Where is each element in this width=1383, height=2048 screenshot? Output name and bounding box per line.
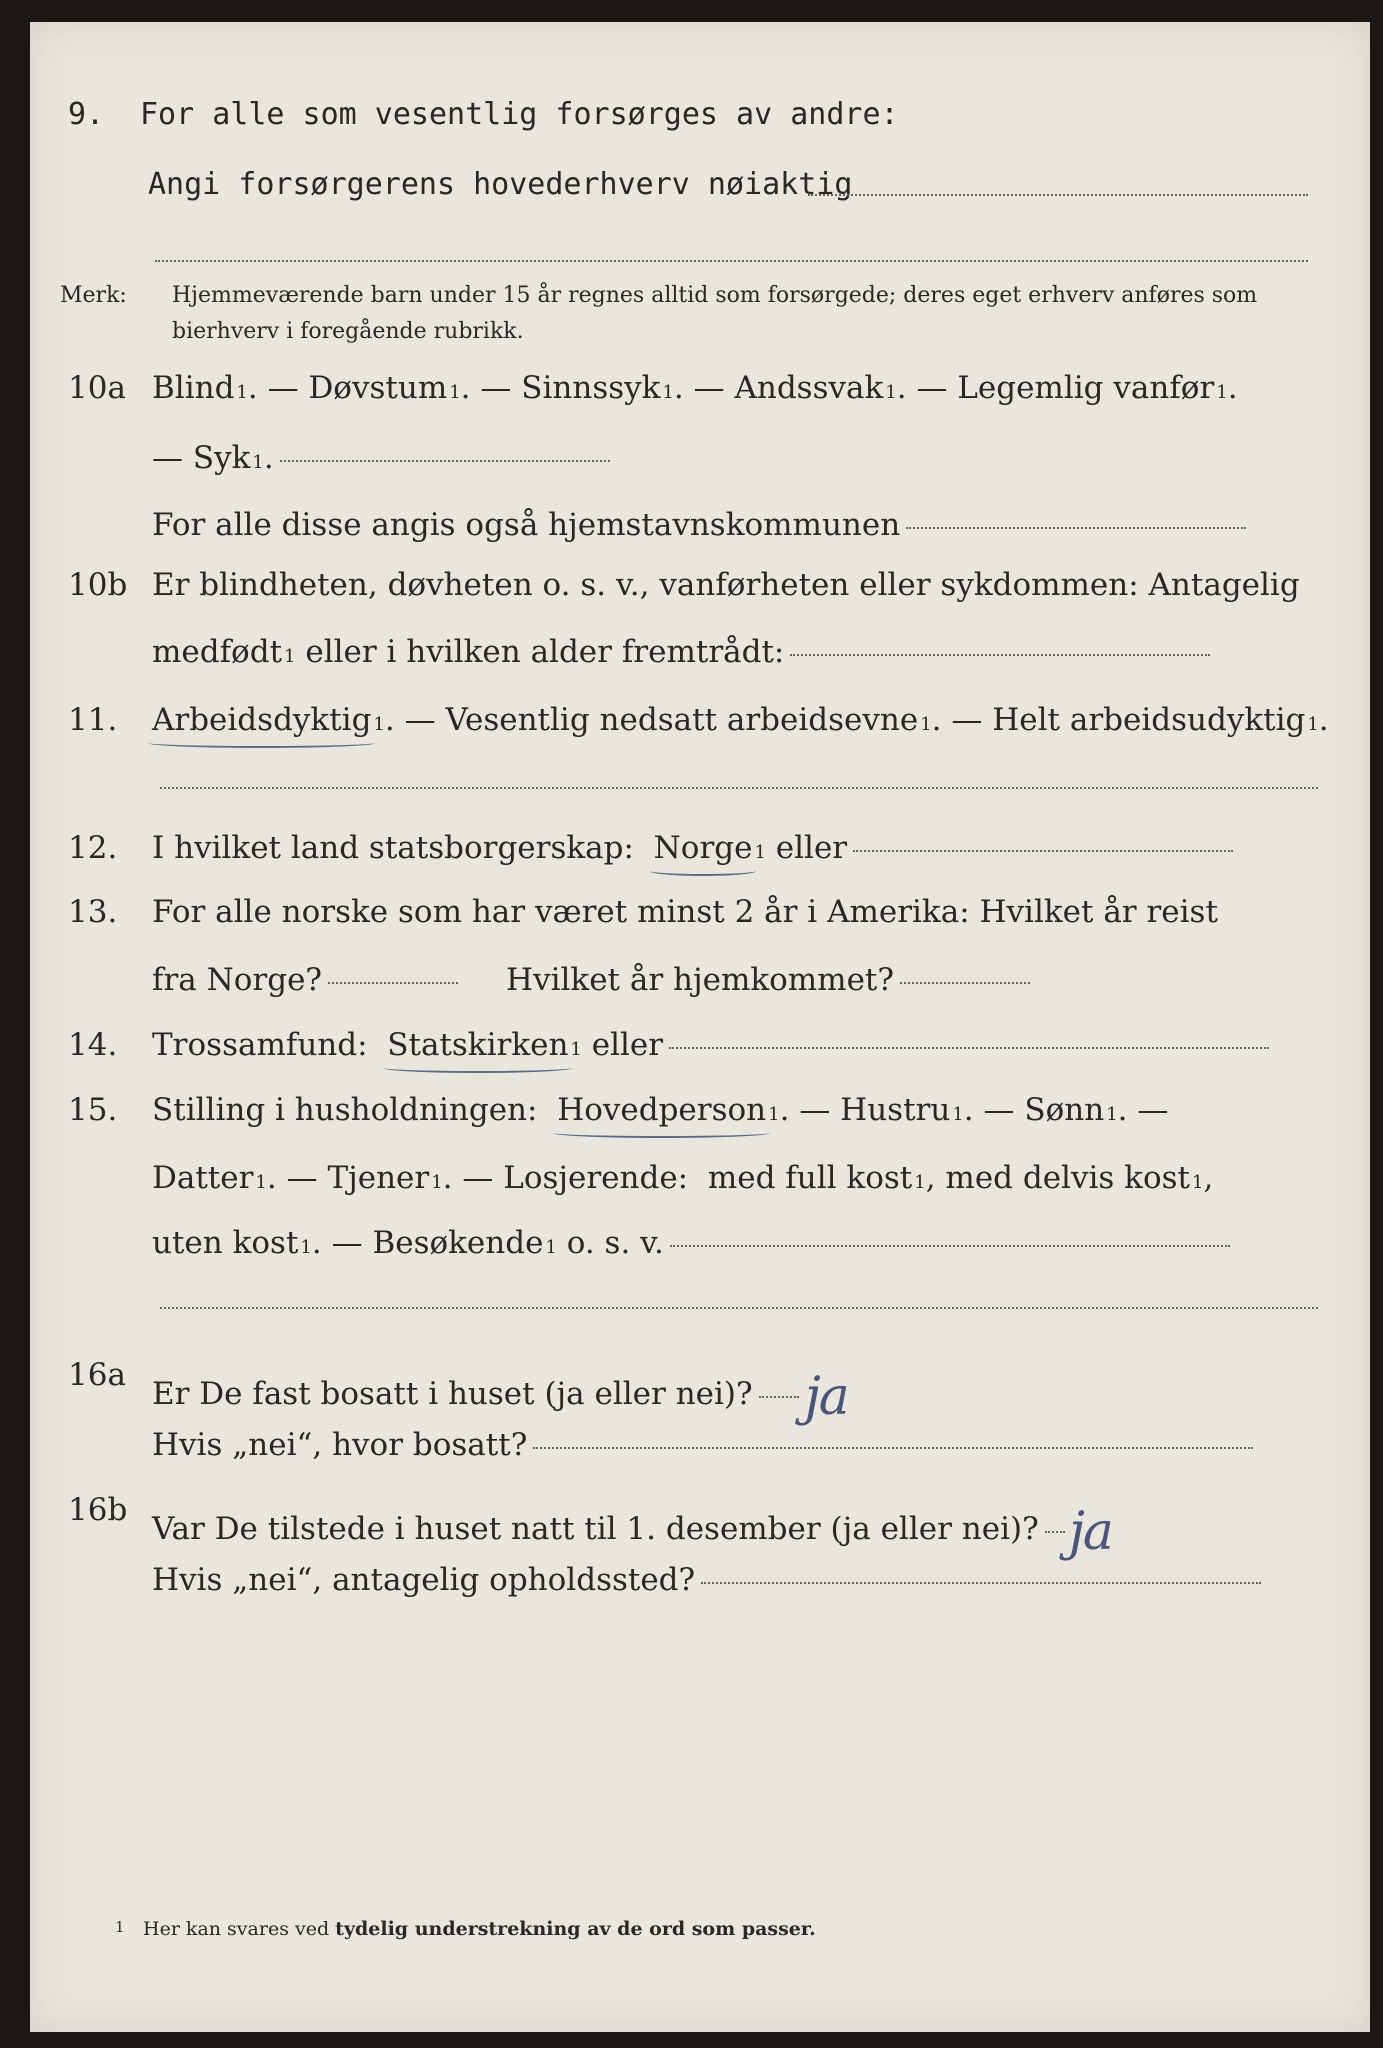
- q9-answer-line[interactable]: [808, 194, 1308, 196]
- footnote: [115, 1918, 816, 1940]
- q10b-answer-line[interactable]: [790, 654, 1210, 656]
- q11-arbeidsdyktig-underlined[interactable]: Arbeidsdyktig: [152, 702, 372, 738]
- q16b-answer-line[interactable]: [1045, 1531, 1065, 1533]
- q10a-andssvak: Andssvak: [734, 370, 884, 406]
- q10b-alder: eller i hvilken alder fremtrådt:: [305, 634, 785, 670]
- q14-number: 14.: [68, 1027, 118, 1063]
- q12-eller: eller: [775, 830, 848, 866]
- q10b-medfodt: medfødt: [152, 634, 283, 670]
- q15-answer-line[interactable]: [670, 1245, 1230, 1247]
- q9-title: For alle som vesentlig forsørges av andre:: [140, 97, 899, 132]
- q10a-hjemstavn-answer-line[interactable]: [906, 527, 1246, 529]
- q15-sonn[interactable]: Sønn: [1024, 1092, 1105, 1128]
- q12-answer-line[interactable]: [853, 850, 1233, 852]
- q16a-number: 16a: [68, 1357, 126, 1393]
- q14-statskirken-underlined[interactable]: Statskirken: [387, 1027, 569, 1063]
- q15-uten-kost[interactable]: uten kost: [152, 1225, 299, 1261]
- q16b-question: Var De tilstede i huset natt til 1. desember (ja eller nei)?: [152, 1511, 1039, 1547]
- q15-losjerende: Losjerende:: [503, 1160, 689, 1196]
- q16a-question: Er De fast bosatt i huset (ja eller nei)?: [152, 1376, 753, 1412]
- q12-number: 12.: [68, 830, 118, 866]
- q9-answer-line-2[interactable]: [155, 260, 1308, 262]
- q16a-hvor-bosatt: Hvis „nei“, hvor bosatt?: [152, 1427, 528, 1463]
- q15-hustru[interactable]: Hustru: [840, 1092, 951, 1128]
- q14-answer-line[interactable]: [669, 1047, 1269, 1049]
- q11-udyktig[interactable]: Helt arbeidsudyktig: [992, 702, 1306, 738]
- census-form-page: 9. For alle som vesentlig forsørges av andre: Angi forsørgerens hovederhverv nøiaktig Merk: Hjemmeværende barn under 15 år regnes alltid som forsørgede; deres eget erhverv anføres som bierhverv i foregående rubrikk. 10a Blind 1 . — Døvstum 1 . — Sinnssyk 1 . — Andssvak 1 . — Legemlig vanfør 1 . — Syk 1 . For alle disse angis også hjemstavnskommunen 10b Er blindheten, døvheten o. s. v., vanførheten eller sykdommen: Antagelig medfødt 1 eller i hvilken alder fremtrådt: 11. Arbeidsdyktig 1 . — Vesentlig nedsatt arbeidsevne 1 . — Helt arbeidsudyktig 1 . 12. I hvilket land statsborgerskap: Norge 1 eller 13. For alle norske som har været minst 2 år i Amerika: Hvilket år reist fra Norge? Hvilket år hjemkommet? 14. Trossamfund: Statskirken 1 eller 15. Stilling i husholdningen: Hovedperson 1 . — Hustru 1 . — Sønn 1 . — Datter 1 . — Tjener 1 . — Losjerende: med full kost 1 , med delvis kost 1 , uten kost 1 . — Besøkende 1 o. s. v. 16a Er De fast bosatt i huset (ja eller nei)? ja Hvis „nei“, hvor bosatt? 16b Var De tilstede i huset natt til 1. desember (ja eller nei)? ja Hvis „nei“, antagelig opholdssted? 1 Her kan svares ved tydelig understrekning av de ord som passer.: [30, 22, 1370, 2032]
- q10a-sinnssyk: Sinnssyk: [521, 370, 661, 406]
- q13-reist-answer-line[interactable]: [328, 982, 458, 984]
- q9-number: 9.: [68, 97, 105, 132]
- q11-number: 11.: [68, 702, 118, 738]
- q10b-number: 10b: [68, 567, 128, 603]
- q16b-opholdssted: Hvis „nei“, antagelig opholdssted?: [152, 1562, 696, 1598]
- q10a-number: 10a: [68, 370, 126, 406]
- q15-number: 15.: [68, 1092, 118, 1128]
- q10a-syk-answer-line[interactable]: [280, 460, 610, 462]
- q16a-answer-line[interactable]: [759, 1396, 799, 1398]
- q11-answer-line[interactable]: [160, 787, 1318, 789]
- footnote-bold: tydelig understrekning av de ord som passer.: [335, 1918, 816, 1940]
- q16a-bosatt-answer-line[interactable]: [533, 1447, 1253, 1449]
- footnote-plain: Her kan svares ved: [143, 1918, 330, 1940]
- q11-nedsatt[interactable]: Vesentlig nedsatt arbeidsevne: [445, 702, 919, 738]
- q10a-dovstum: Døvstum: [308, 370, 448, 406]
- q15-datter[interactable]: Datter: [152, 1160, 254, 1196]
- q12-norge-underlined[interactable]: Norge: [653, 830, 753, 866]
- q15-osv: o. s. v.: [566, 1225, 664, 1261]
- note-text: Hjemmeværende barn under 15 år regnes alltid som forsørgede; deres eget erhverv anføres som bierhverv i foregående rubrikk.: [172, 283, 1258, 344]
- q13-hjemkommet-answer-line[interactable]: [900, 982, 1030, 984]
- q10a-syk: Syk: [192, 440, 251, 476]
- q9-instruction: Angi forsørgerens hovederhverv nøiaktig: [148, 167, 853, 202]
- q10a-blind: Blind: [152, 370, 235, 406]
- q10b-question: Er blindheten, døvheten o. s. v., vanførheten eller sykdommen: Antagelig: [152, 567, 1300, 603]
- q14-question: Trossamfund:: [152, 1027, 368, 1063]
- q16b-opholdssted-answer-line[interactable]: [701, 1582, 1261, 1584]
- q13-number: 13.: [68, 894, 118, 930]
- q16b-number: 16b: [68, 1492, 128, 1528]
- q15-besokende[interactable]: Besøkende: [372, 1225, 544, 1261]
- q15-question: Stilling i husholdningen:: [152, 1092, 538, 1128]
- q15-full-kost[interactable]: med full kost: [707, 1160, 913, 1196]
- q13-hjemkommet: Hvilket år hjemkommet?: [506, 962, 895, 998]
- note-label: Merk:: [60, 283, 127, 308]
- q10a-hjemstavn: For alle disse angis også hjemstavnskommunen: [152, 507, 901, 543]
- footnote-mark: 1: [115, 1918, 125, 1936]
- q12-question: I hvilket land statsborgerskap:: [152, 830, 634, 866]
- q14-eller: eller: [591, 1027, 664, 1063]
- q16a-handwritten-answer[interactable]: ja: [804, 1367, 848, 1427]
- q13-reist: fra Norge?: [152, 962, 323, 998]
- q15-delvis-kost[interactable]: med delvis kost: [945, 1160, 1190, 1196]
- q10a-legemlig-vanfor: Legemlig vanfør: [957, 370, 1215, 406]
- q13-question: For alle norske som har været minst 2 år i Amerika: Hvilket år reist: [152, 894, 1218, 930]
- q15-tjener[interactable]: Tjener: [327, 1160, 430, 1196]
- q15-hovedperson-underlined[interactable]: Hovedperson: [557, 1092, 767, 1128]
- q16b-handwritten-answer[interactable]: ja: [1068, 1502, 1112, 1562]
- q15-answer-line-2[interactable]: [160, 1307, 1318, 1309]
